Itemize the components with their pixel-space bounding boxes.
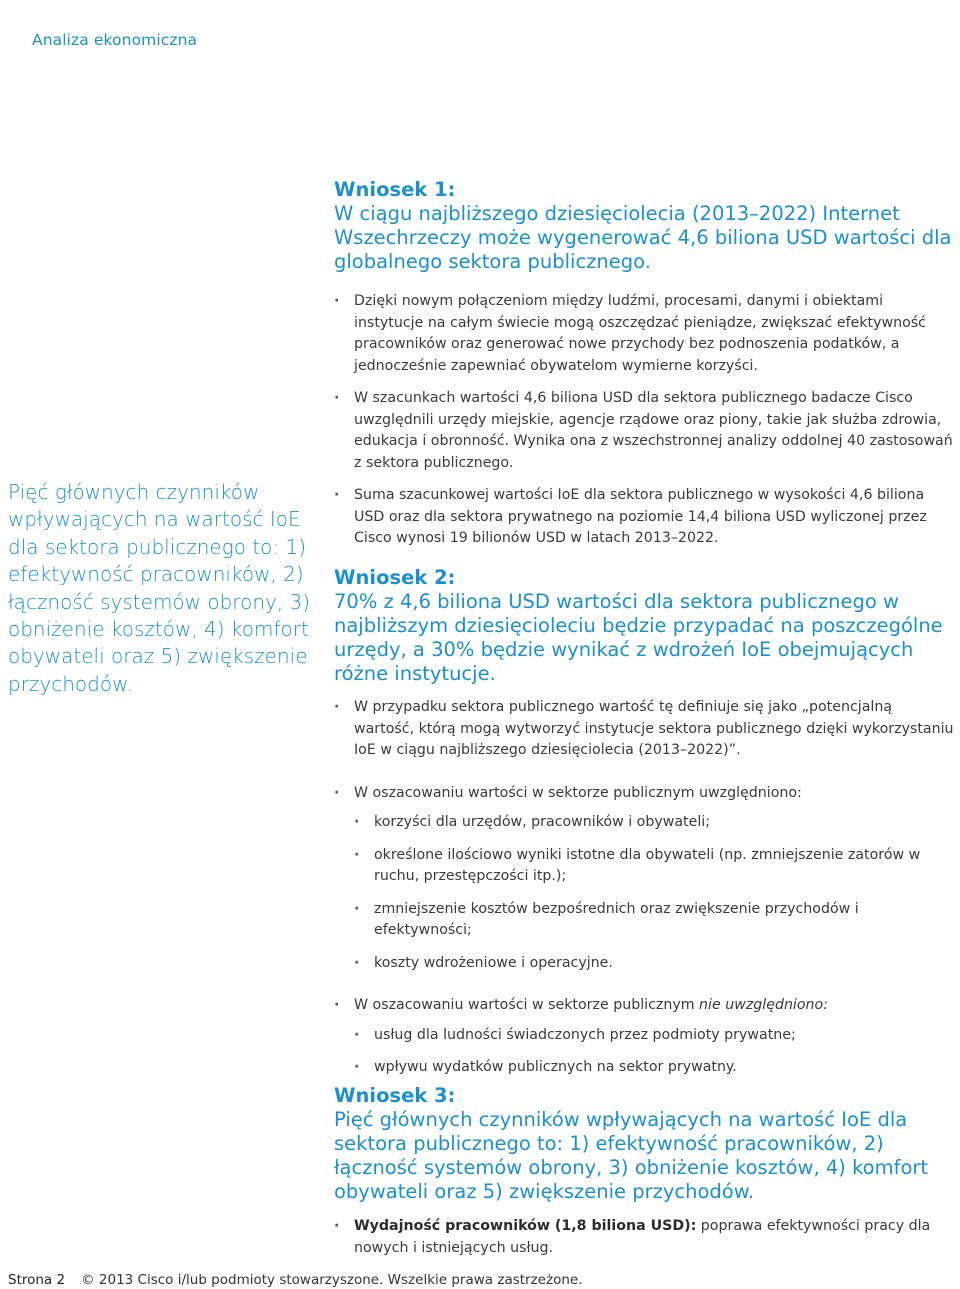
sub-list-item: · zmniejszenie kosztów bezpośrednich oraz zwiększenie przychodów i efektywności; (354, 899, 954, 942)
excluded-heading-prefix: W oszacowaniu wartości w sektorze publicznym (354, 997, 700, 1013)
conclusion-2-label: Wniosek 2: (334, 566, 456, 589)
sub-list-item: · koszty wdrożeniowe i operacyjne. (354, 953, 954, 975)
bullet-lead: Wydajność pracowników (1,8 biliona USD): (354, 1218, 697, 1234)
conclusion-2-heading (334, 566, 954, 686)
copyright: © 2013 Cisco i/lub podmioty stowarzyszone. Wszelkie prawa zastrzeżone. (81, 1272, 583, 1288)
conclusion-3-heading (334, 1084, 954, 1204)
section-title: Analiza ekonomiczna (32, 31, 198, 49)
list-item: · W przypadku sektora publicznego wartość tę definiuje się jako „potencjalną wartość, którą mogą wytworzyć instytucje sektora publicznego dzięki wykorzystaniu IoE w ciągu najbliższego dziesięciolecia (2013–2022)”. (334, 697, 954, 762)
conclusion-2 (334, 566, 954, 1079)
conclusion-1-heading (334, 178, 954, 274)
list-item (334, 995, 954, 1079)
sub-list-item: · usług dla ludności świadczonych przez podmioty prywatne; (354, 1025, 954, 1047)
sub-list-item: · określone ilościowo wyniki istotne dla obywateli (np. zmniejszenie zatorów w ruchu, przestępczości itp.); (354, 845, 954, 888)
list-item (334, 783, 954, 975)
conclusion-3-label: Wniosek 3: (334, 1084, 456, 1107)
excluded-list (354, 1025, 954, 1079)
included-list (354, 812, 954, 974)
conclusion-1-title: W ciągu najbliższego dziesięciolecia (2013–2022) Internet Wszechrzeczy może wygenerować 4,6 biliona USD wartości dla globalnego sektora publicznego. (334, 202, 952, 273)
sub-list-item: · korzyści dla urzędów, pracowników i obywateli; (354, 812, 954, 834)
excluded-heading-italic: nie uwzględniono: (699, 997, 829, 1013)
list-item: · Dzięki nowym połączeniom między ludźmi, procesami, danymi i obiektami instytucje na całym świecie mogą oszczędzać pieniądze, zwiększać efektywność pracowników oraz generować nowe przychody bez podnoszenia podatków, a jednocześnie zapewniać obywatelom wymierne korzyści. (334, 291, 954, 377)
sub-list-item: · wpływu wydatków publicznych na sektor prywatny. (354, 1057, 954, 1079)
conclusion-1-bullets (334, 291, 954, 550)
footer (8, 1272, 582, 1288)
included-heading: W oszacowaniu wartości w sektorze publicznym uwzględniono: (354, 784, 802, 801)
list-item (334, 1216, 954, 1259)
conclusion-3-bullets (334, 1216, 954, 1259)
conclusion-3 (334, 1084, 954, 1259)
conclusion-1-label: Wniosek 1: (334, 178, 456, 201)
pull-quote: Pięć głównych czynników wpływających na wartość IoE dla sektora publicznego to: 1) efektywność pracowników, 2) łączność systemów obrony, 3) obniżenie kosztów, 4) komfort obywateli oraz 5) zwiększenie przychodów. (8, 480, 311, 696)
list-item: · W szacunkach wartości 4,6 biliona USD dla sektora publicznego badacze Cisco uwzględnili urzędy miejskie, agencje rządowe oraz piony, takie jak służba zdrowia, edukacja i obronność. Wynika ona z wszechstronnej analizy oddolnej 40 zastosowań z sektora publicznego. (334, 388, 954, 474)
conclusion-3-title: Pięć głównych czynników wpływających na wartość IoE dla sektora publicznego to: 1) efektywność pracowników, 2) łączność systemów obrony, 3) obniżenie kosztów, 4) komfort obywateli oraz 5) zwiększenie przychodów. (334, 1108, 929, 1203)
conclusion-2-bullets (334, 697, 954, 1079)
conclusion-2-title: 70% z 4,6 biliona USD wartości dla sektora publicznego w najbliższym dziesięcioleciu będzie przypadać na poszczególne urzędy, a 30% będzie wynikać z wdrożeń IoE obejmujących różne instytucje. (334, 590, 943, 685)
conclusion-1 (334, 178, 954, 550)
page-number: Strona 2 (8, 1272, 66, 1288)
bullet-text: poprawa efektywności pracy dla nowych i istniejących usług. (354, 1218, 931, 1256)
list-item: · Suma szacunkowej wartości IoE dla sektora publicznego w wysokości 4,6 biliona USD oraz dla sektora prywatnego na poziomie 14,4 biliona USD wyliczonej przez Cisco wynosi 19 bilionów USD w latach 2013–2022. (334, 485, 954, 550)
